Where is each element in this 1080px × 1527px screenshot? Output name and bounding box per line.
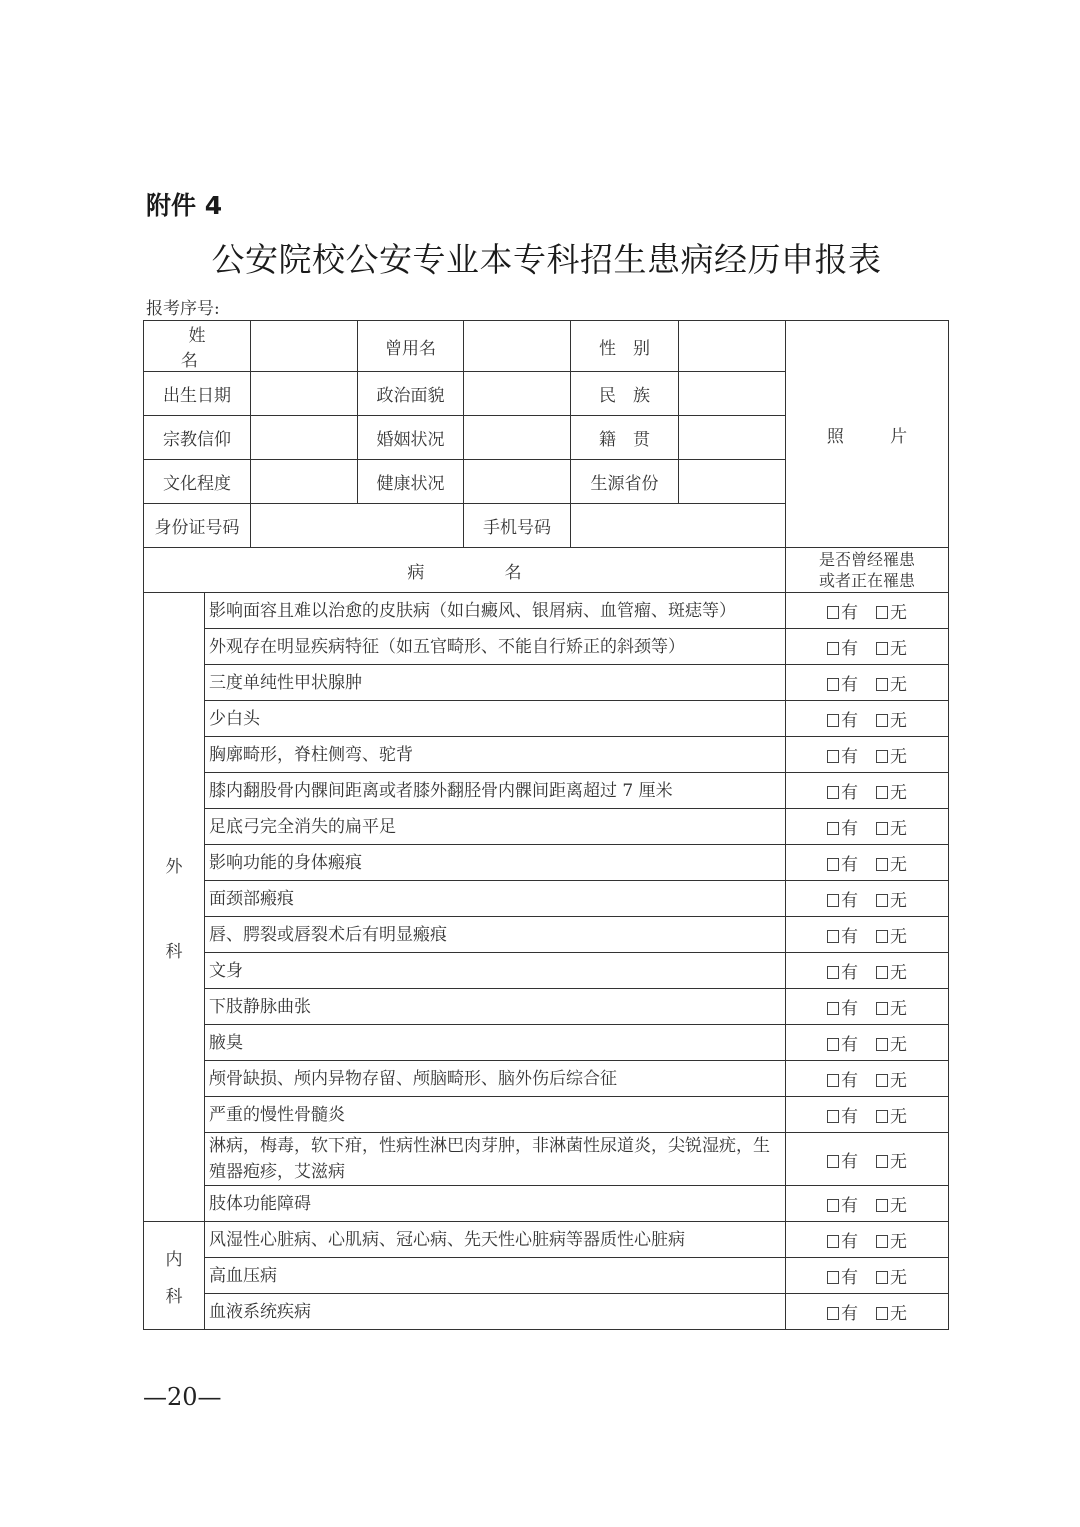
category-char: 科 — [165, 942, 183, 962]
health-status-field[interactable] — [464, 460, 571, 504]
field-label: 民 族 — [571, 372, 679, 416]
option-label: 有 — [841, 747, 859, 767]
option-yes[interactable] — [827, 1102, 858, 1127]
checkbox-icon[interactable] — [827, 894, 839, 907]
answer-options — [786, 917, 949, 953]
option-label: 无 — [890, 783, 908, 803]
disease-name: 淋病，梅毒，软下疳，性病性淋巴肉芽肿，非淋菌性尿道炎，尖锐湿疣，生殖器疱疹，艾滋病 — [205, 1133, 786, 1186]
disease-name: 影响面容且难以治愈的皮肤病（如白癜风、银屑病、血管瘤、斑痣等） — [205, 593, 786, 629]
category-char: 外 — [165, 857, 183, 877]
option-no[interactable] — [876, 814, 907, 839]
option-no[interactable] — [876, 1299, 907, 1324]
option-label: 无 — [890, 999, 908, 1019]
disease-name: 足底弓完全消失的扁平足 — [205, 809, 786, 845]
disease-name: 面颈部瘢痕 — [205, 881, 786, 917]
disease-name: 胸廓畸形，脊柱侧弯、驼背 — [205, 737, 786, 773]
checkbox-icon[interactable] — [876, 1110, 888, 1123]
option-yes[interactable] — [827, 922, 858, 947]
answer-options — [786, 809, 949, 845]
field-label: 文化程度 — [144, 460, 251, 504]
field-label: 婚姻状况 — [358, 416, 464, 460]
source-province-field[interactable] — [679, 460, 786, 504]
checkbox-icon[interactable] — [827, 1155, 839, 1168]
checkbox-icon[interactable] — [876, 1038, 888, 1051]
option-yes[interactable] — [827, 670, 858, 695]
checkbox-icon[interactable] — [876, 894, 888, 907]
ethnicity-field[interactable] — [679, 372, 786, 416]
option-yes[interactable] — [827, 1147, 858, 1172]
attachment-label: 附件 4 — [146, 191, 223, 220]
question-header — [786, 548, 949, 593]
option-no[interactable] — [876, 1102, 907, 1127]
disease-row — [144, 881, 949, 917]
disease-name: 影响功能的身体瘢痕 — [205, 845, 786, 881]
checkbox-icon[interactable] — [876, 1199, 888, 1212]
checkbox-icon[interactable] — [827, 858, 839, 871]
field-label: 生源省份 — [571, 460, 679, 504]
disease-row — [144, 593, 949, 629]
option-label: 有 — [841, 1071, 859, 1091]
option-label: 有 — [841, 603, 859, 623]
checkbox-icon[interactable] — [827, 966, 839, 979]
option-yes[interactable] — [827, 598, 858, 623]
category-surgery — [144, 593, 205, 1222]
disease-row — [144, 1133, 949, 1186]
disease-row — [144, 845, 949, 881]
disease-row — [144, 1294, 949, 1330]
religion-field[interactable] — [251, 416, 358, 460]
checkbox-icon[interactable] — [827, 606, 839, 619]
option-yes[interactable] — [827, 1299, 858, 1324]
option-label: 无 — [890, 1304, 908, 1324]
option-no[interactable] — [876, 1191, 907, 1216]
checkbox-icon[interactable] — [876, 750, 888, 763]
checkbox-icon[interactable] — [876, 786, 888, 799]
option-label: 无 — [890, 1071, 908, 1091]
field-label: 出生日期 — [144, 372, 251, 416]
checkbox-icon[interactable] — [876, 930, 888, 943]
phone-label: 手机号码 — [464, 504, 571, 548]
checkbox-icon[interactable] — [827, 1199, 839, 1212]
category-internal-medicine — [144, 1222, 205, 1330]
checkbox-icon[interactable] — [827, 822, 839, 835]
disease-row — [144, 665, 949, 701]
option-yes[interactable] — [827, 634, 858, 659]
checkbox-icon[interactable] — [876, 678, 888, 691]
checkbox-icon[interactable] — [876, 966, 888, 979]
disease-row — [144, 773, 949, 809]
option-yes[interactable] — [827, 1191, 858, 1216]
disease-name: 唇、腭裂或唇裂术后有明显瘢痕 — [205, 917, 786, 953]
option-label: 无 — [890, 711, 908, 731]
field-label: 籍 贯 — [571, 416, 679, 460]
former-name-field[interactable] — [464, 321, 571, 372]
answer-options — [786, 593, 949, 629]
question-header-line: 或者正在罹患 — [819, 571, 916, 590]
option-label: 有 — [841, 1035, 859, 1055]
option-yes[interactable] — [827, 850, 858, 875]
disease-name: 血液系统疾病 — [205, 1294, 786, 1330]
birth-date-field[interactable] — [251, 372, 358, 416]
option-label: 有 — [841, 1107, 859, 1127]
disease-name-header: 病 名 — [144, 548, 786, 593]
checkbox-icon[interactable] — [827, 642, 839, 655]
checkbox-icon[interactable] — [827, 1271, 839, 1284]
checkbox-icon[interactable] — [827, 930, 839, 943]
answer-options — [786, 845, 949, 881]
checkbox-icon[interactable] — [876, 1235, 888, 1248]
option-no[interactable] — [876, 922, 907, 947]
disease-name: 腋臭 — [205, 1025, 786, 1061]
option-yes[interactable] — [827, 742, 858, 767]
native-place-field[interactable] — [679, 416, 786, 460]
checkbox-icon[interactable] — [876, 858, 888, 871]
disease-row — [144, 1097, 949, 1133]
disease-row — [144, 701, 949, 737]
checkbox-icon[interactable] — [827, 1235, 839, 1248]
education-field[interactable] — [251, 460, 358, 504]
answer-options — [786, 1258, 949, 1294]
option-label: 有 — [841, 675, 859, 695]
option-no[interactable] — [876, 1263, 907, 1288]
form-title: 公安院校公安专业本专科招生患病经历申报表 — [211, 240, 882, 279]
option-label: 无 — [890, 1268, 908, 1288]
disease-name: 风湿性心脏病、心肌病、冠心病、先天性心脏病等器质性心脏病 — [205, 1222, 786, 1258]
disease-name: 外观存在明显疾病特征（如五官畸形、不能自行矫正的斜颈等） — [205, 629, 786, 665]
option-label: 有 — [841, 999, 859, 1019]
checkbox-icon[interactable] — [876, 714, 888, 727]
option-label: 有 — [841, 1196, 859, 1216]
checkbox-icon[interactable] — [827, 1002, 839, 1015]
disease-row — [144, 1258, 949, 1294]
field-label: 宗教信仰 — [144, 416, 251, 460]
option-no[interactable] — [876, 742, 907, 767]
phone-field[interactable] — [571, 504, 786, 548]
field-label: 性 别 — [571, 321, 679, 372]
option-yes[interactable] — [827, 1227, 858, 1252]
category-char: 内 — [165, 1249, 183, 1270]
answer-options — [786, 665, 949, 701]
option-label: 无 — [890, 639, 908, 659]
answer-options — [786, 1061, 949, 1097]
option-yes[interactable] — [827, 994, 858, 1019]
option-label: 无 — [890, 1232, 908, 1252]
option-yes[interactable] — [827, 886, 858, 911]
checkbox-icon[interactable] — [827, 750, 839, 763]
option-label: 无 — [890, 927, 908, 947]
option-label: 有 — [841, 1304, 859, 1324]
option-label: 有 — [841, 1268, 859, 1288]
id-number-field[interactable] — [251, 504, 464, 548]
checkbox-icon[interactable] — [827, 1038, 839, 1051]
disease-row — [144, 737, 949, 773]
disease-name: 颅骨缺损、颅内异物存留、颅脑畸形、脑外伤后综合征 — [205, 1061, 786, 1097]
checkbox-icon[interactable] — [876, 1155, 888, 1168]
option-no[interactable] — [876, 778, 907, 803]
disease-list — [144, 593, 949, 1330]
checkbox-icon[interactable] — [876, 1002, 888, 1015]
option-yes[interactable] — [827, 778, 858, 803]
checkbox-icon[interactable] — [827, 1074, 839, 1087]
option-label: 有 — [841, 639, 859, 659]
option-label: 无 — [890, 1107, 908, 1127]
photo-box[interactable]: 照 片 — [786, 321, 949, 548]
disease-header-row — [144, 548, 949, 593]
id-number-label: 身份证号码 — [144, 504, 251, 548]
option-no[interactable] — [876, 886, 907, 911]
option-no[interactable] — [876, 994, 907, 1019]
disease-name: 肢体功能障碍 — [205, 1186, 786, 1222]
checkbox-icon[interactable] — [876, 642, 888, 655]
option-label: 无 — [890, 963, 908, 983]
option-label: 有 — [841, 891, 859, 911]
disease-row — [144, 953, 949, 989]
option-label: 有 — [841, 1151, 859, 1172]
checkbox-icon[interactable] — [827, 1307, 839, 1320]
answer-options — [786, 989, 949, 1025]
answer-options — [786, 1222, 949, 1258]
option-no[interactable] — [876, 1147, 907, 1172]
disease-name: 下肢静脉曲张 — [205, 989, 786, 1025]
option-no[interactable] — [876, 634, 907, 659]
checkbox-icon[interactable] — [827, 1110, 839, 1123]
name-field[interactable] — [251, 321, 358, 372]
option-yes[interactable] — [827, 1066, 858, 1091]
answer-options — [786, 953, 949, 989]
option-label: 有 — [841, 1232, 859, 1252]
field-label: 政治面貌 — [358, 372, 464, 416]
option-label: 无 — [890, 819, 908, 839]
option-label: 无 — [890, 1196, 908, 1216]
field-label: 健康状况 — [358, 460, 464, 504]
disease-row — [144, 809, 949, 845]
marital-status-field[interactable] — [464, 416, 571, 460]
option-label: 无 — [890, 675, 908, 695]
field-label: 曾用名 — [358, 321, 464, 372]
option-no[interactable] — [876, 958, 907, 983]
option-yes[interactable] — [827, 1263, 858, 1288]
disease-row — [144, 1222, 949, 1258]
option-label: 有 — [841, 927, 859, 947]
declaration-form-table — [143, 320, 949, 1330]
disease-row — [144, 1186, 949, 1222]
checkbox-icon[interactable] — [876, 1271, 888, 1284]
option-yes[interactable] — [827, 706, 858, 731]
answer-options — [786, 1025, 949, 1061]
option-yes[interactable] — [827, 1030, 858, 1055]
category-char: 科 — [165, 1286, 183, 1307]
disease-name: 少白头 — [205, 701, 786, 737]
option-label: 有 — [841, 855, 859, 875]
option-label: 有 — [841, 819, 859, 839]
disease-row — [144, 989, 949, 1025]
option-no[interactable] — [876, 1066, 907, 1091]
answer-options — [786, 1186, 949, 1222]
gender-field[interactable] — [679, 321, 786, 372]
page-number: —20— — [143, 1383, 222, 1411]
basic-info-row — [144, 321, 949, 372]
answer-options — [786, 701, 949, 737]
checkbox-icon[interactable] — [827, 678, 839, 691]
answer-options — [786, 629, 949, 665]
checkbox-icon[interactable] — [876, 1307, 888, 1320]
option-label: 无 — [890, 603, 908, 623]
political-status-field[interactable] — [464, 372, 571, 416]
disease-row — [144, 1025, 949, 1061]
option-yes[interactable] — [827, 958, 858, 983]
serial-number-label: 报考序号: — [146, 299, 220, 319]
disease-row — [144, 917, 949, 953]
option-label: 无 — [890, 1035, 908, 1055]
option-label: 无 — [890, 747, 908, 767]
answer-options — [786, 1133, 949, 1186]
option-label: 有 — [841, 783, 859, 803]
answer-options — [786, 881, 949, 917]
option-label: 有 — [841, 963, 859, 983]
disease-name: 文身 — [205, 953, 786, 989]
field-label: 姓 名 — [144, 321, 251, 372]
disease-name: 高血压病 — [205, 1258, 786, 1294]
answer-options — [786, 773, 949, 809]
disease-name: 膝内翻股骨内髁间距离或者膝外翻胫骨内髁间距离超过 7 厘米 — [205, 773, 786, 809]
option-no[interactable] — [876, 598, 907, 623]
option-label: 无 — [890, 855, 908, 875]
disease-row — [144, 629, 949, 665]
checkbox-icon[interactable] — [827, 714, 839, 727]
answer-options — [786, 1294, 949, 1330]
checkbox-icon[interactable] — [876, 606, 888, 619]
option-label: 无 — [890, 1151, 908, 1172]
checkbox-icon[interactable] — [876, 1074, 888, 1087]
answer-options — [786, 737, 949, 773]
option-no[interactable] — [876, 1227, 907, 1252]
option-label: 有 — [841, 711, 859, 731]
checkbox-icon[interactable] — [827, 786, 839, 799]
question-header-line: 是否曾经罹患 — [819, 550, 916, 569]
disease-name: 三度单纯性甲状腺肿 — [205, 665, 786, 701]
checkbox-icon[interactable] — [876, 822, 888, 835]
option-no[interactable] — [876, 850, 907, 875]
option-no[interactable] — [876, 1030, 907, 1055]
disease-name: 严重的慢性骨髓炎 — [205, 1097, 786, 1133]
option-yes[interactable] — [827, 814, 858, 839]
answer-options — [786, 1097, 949, 1133]
option-no[interactable] — [876, 706, 907, 731]
option-no[interactable] — [876, 670, 907, 695]
disease-row — [144, 1061, 949, 1097]
option-label: 无 — [890, 891, 908, 911]
